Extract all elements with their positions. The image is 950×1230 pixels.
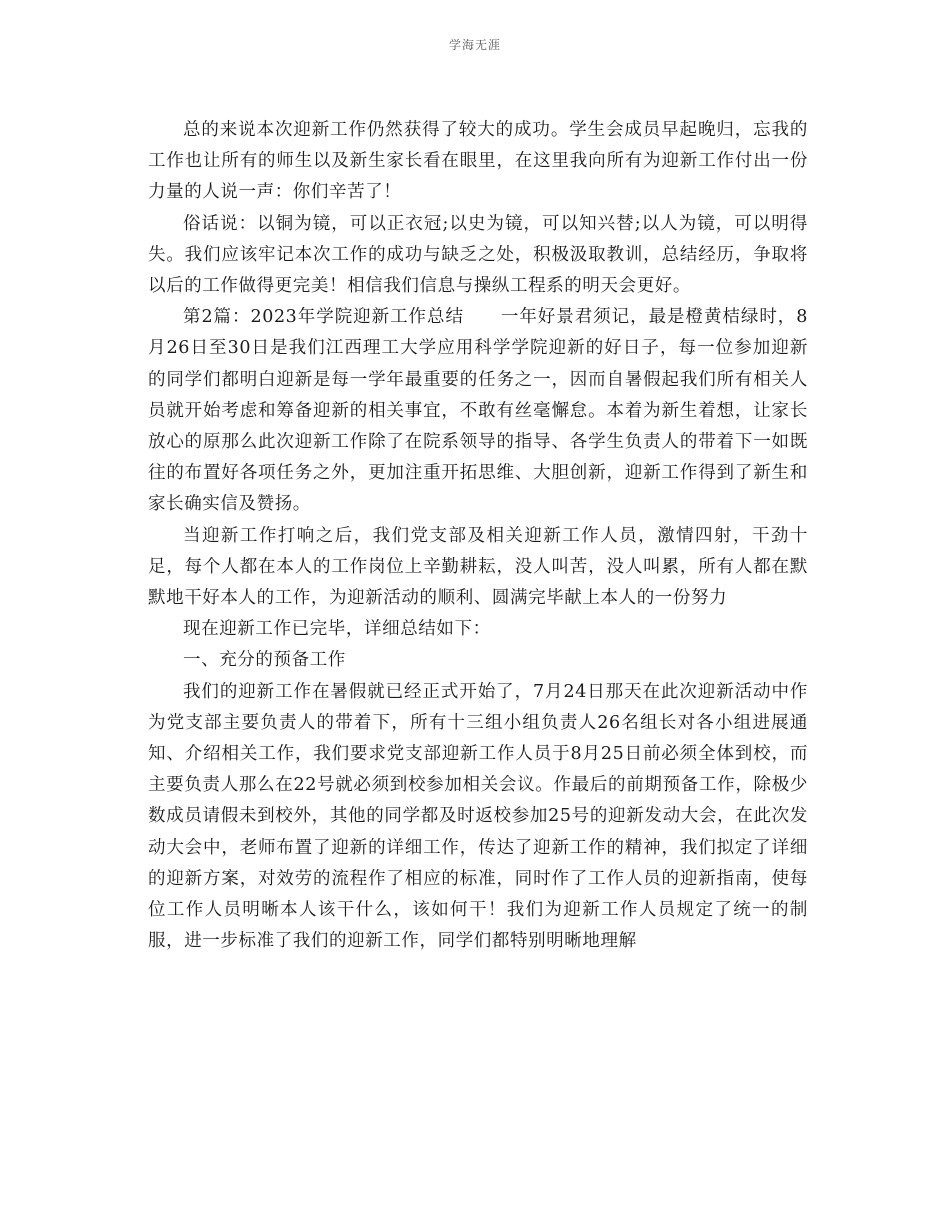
paragraph-summary-lead: 现在迎新工作已完毕，详细总结如下： xyxy=(183,619,491,640)
paragraph-proverb: 俗话说：以铜为镜，可以正衣冠;以史为镜，可以知兴替;以人为镜，可以明得失。我们应该牢记本次工作的成功与缺乏之处，积极汲取教训，总结经历，争取将以后的工作做得更完美！相信我们信息与操纵工程系的明天会更好。 xyxy=(148,213,808,297)
paragraph-preparation-details: 我们的迎新工作在暑假就已经正式开始了，7月24日那天在此次迎新活动中作为党支部主要负责人的带着下，所有十三组小组负责人26名组长对各小组进展通知、介绍相关工作，我们要求党支部迎新工作人员于8月25日前必须全体到校，而主要负责人那么在22号就必须到校参加相关会议。作最后的前期预备工作，除极少数成员请假未到校外，其他的同学都及时返校参加25号的迎新发动大会，在此次发动大会中，老师布置了迎新的详细工作，传达了迎新工作的精神，我们拟定了详细的迎新方案，对效劳的流程作了相应的标准，同时作了工作人员的迎新指南，使每位工作人员明晰本人该干什么，该如何干！我们为迎新工作人员规定了统一的制服，进一步标准了我们的迎新工作，同学们都特别明晰地理解 xyxy=(148,681,808,952)
paragraph-work-spirit: 当迎新工作打响之后，我们党支部及相关迎新工作人员，激情四射，干劲十足，每个人都在本人的工作岗位上辛勤耕耘，没人叫苦，没人叫累，所有人都在默默地干好本人的工作，为迎新活动的顺利、圆满完毕献上本人的一份努力 xyxy=(148,525,808,609)
running-header: 学海无涯 xyxy=(448,38,501,52)
section-heading-preparation: 一、充分的预备工作 xyxy=(183,650,346,671)
paragraph-conclusion: 总的来说本次迎新工作仍然获得了较大的成功。学生会成员早起晚归，忘我的工作也让所有的师生以及新生家长看在眼里，在这里我向所有为迎新工作付出一份力量的人说一声：你们辛苦了！ xyxy=(148,120,808,203)
document-body xyxy=(148,115,808,957)
paragraph-article-2-intro: 第2篇：2023年学院迎新工作总结 一年好景君须记，最是橙黄桔绿时，8月26日至30日是我们江西理工大学应用科学学院迎新的好日子，每一位参加迎新的同学们都明白迎新是每一学年最重要的任务之一，因而自暑假起我们所有相关人员就开始考虑和筹备迎新的相关事宜，不敢有丝毫懈怠。本着为新生着想，让家长放心的原那么此次迎新工作除了在院系领导的指导、各学生负责人的带着下一如既往的布置好各项任务之外，更加注重开拓思维、大胆创新，迎新工作得到了新生和家长确实信及赞扬。 xyxy=(148,307,808,515)
